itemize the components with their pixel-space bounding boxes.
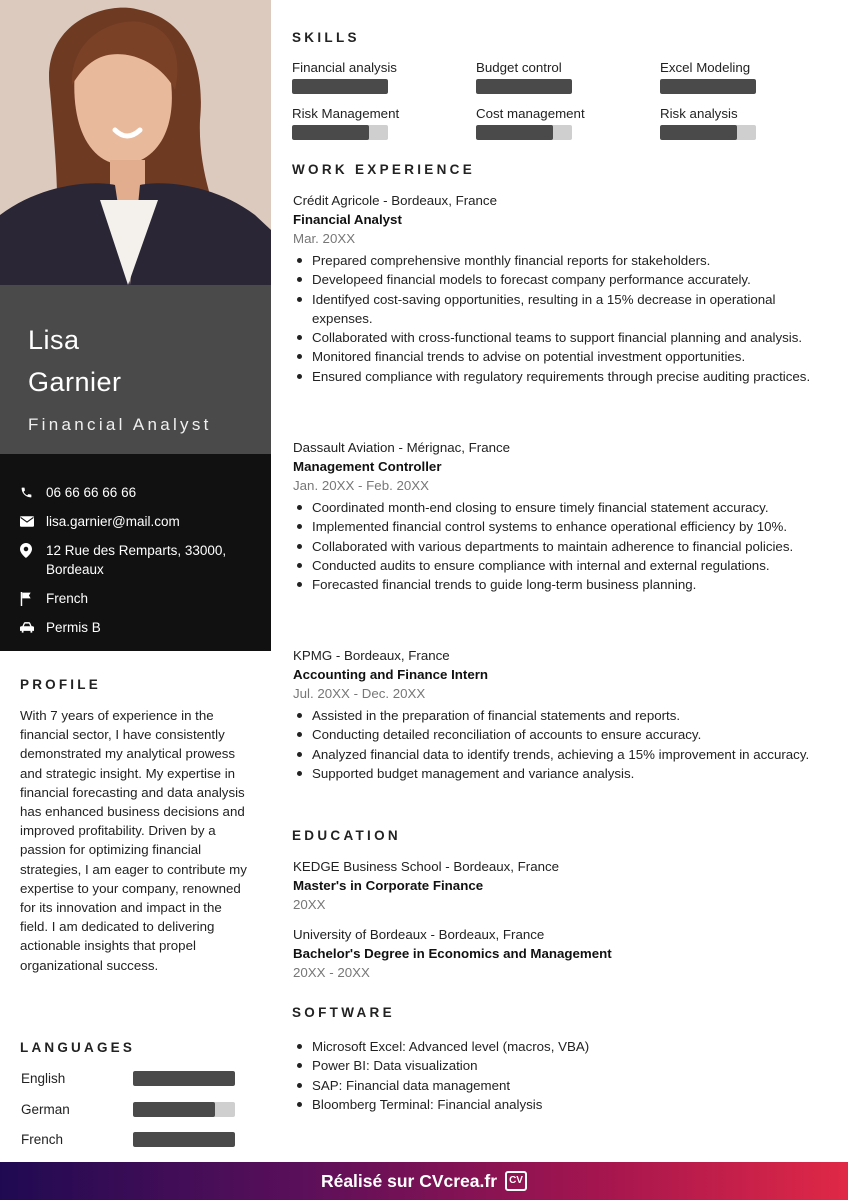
skill-item	[660, 60, 810, 94]
experience-role: Management Controller	[293, 459, 442, 474]
skill-level-bar	[476, 125, 572, 140]
bullet-item: Forecasted financial trends to guide long-term business planning.	[293, 575, 823, 594]
bullet-item: Coordinated month-end closing to ensure timely financial statement accuracy.	[293, 498, 823, 517]
level-fill	[292, 125, 369, 140]
experience-heading: WORK EXPERIENCE	[292, 162, 476, 177]
bullet-item: Assisted in the preparation of financial statements and reports.	[293, 706, 823, 725]
job-title: Financial Analyst	[28, 415, 212, 434]
education-heading: EDUCATION	[292, 828, 401, 843]
experience-date: Mar. 20XX	[293, 231, 356, 246]
education-school: University of Bordeaux - Bordeaux, France	[293, 927, 545, 942]
experience-role: Accounting and Finance Intern	[293, 667, 489, 682]
level-fill	[133, 1102, 215, 1117]
skill-item	[292, 106, 442, 140]
profile-heading: PROFILE	[20, 677, 101, 692]
bullet-item: SAP: Financial data management	[293, 1076, 823, 1095]
education-degree: Bachelor's Degree in Economics and Management	[293, 946, 612, 961]
profile-text: With 7 years of experience in the financial sector, I have consistently demonstrated my analytical prowess and strategic insight. My expertise in financial forecasting and data analysis has enhanced business decisions and improved profitability. Driven by a passion for optimizing financial strategies, I am eager to contribute my expertise to your company, renowned for its innovation and impact in the field. I am dedicated to delivering actionable insights that propel organizational success.	[20, 708, 247, 973]
profile-photo	[0, 0, 271, 285]
software-list	[293, 1034, 823, 1114]
software-heading: SOFTWARE	[292, 1005, 395, 1020]
bullet-item: Conducting detailed reconciliation of accounts to ensure accuracy.	[293, 725, 823, 744]
language-name: French	[21, 1131, 64, 1147]
footer-banner[interactable]	[0, 1162, 848, 1200]
contact-nationality	[20, 589, 271, 608]
skill-level-bar	[660, 125, 756, 140]
skill-item	[292, 60, 442, 94]
experience-company: KPMG - Bordeaux, France	[293, 648, 450, 663]
contact-address	[20, 541, 271, 579]
language-level-bar	[133, 1071, 235, 1086]
level-fill	[476, 79, 572, 94]
bullet-item: Conducted audits to ensure compliance with internal and external regulations.	[293, 556, 823, 575]
education-school: KEDGE Business School - Bordeaux, France	[293, 859, 560, 874]
name-block	[0, 285, 271, 454]
contact-address-text: 12 Rue des Remparts, 33000, Bordeaux	[46, 543, 227, 577]
skill-level-bar	[660, 79, 756, 94]
bullet-item: Bloomberg Terminal: Financial analysis	[293, 1095, 823, 1114]
first-name: Lisa	[28, 325, 80, 355]
level-fill	[133, 1132, 235, 1147]
bullet-item: Monitored financial trends to advise on potential investment opportunities.	[293, 347, 823, 366]
experience-date: Jan. 20XX - Feb. 20XX	[293, 478, 430, 493]
level-fill	[292, 79, 388, 94]
skill-name: Cost management	[476, 106, 585, 121]
skill-item	[660, 106, 810, 140]
footer-text: Réalisé sur CVcrea.fr	[320, 1170, 498, 1191]
experience-date: Jul. 20XX - Dec. 20XX	[293, 686, 426, 701]
skills-heading: SKILLS	[292, 30, 360, 45]
bullet-item: Implemented financial control systems to enhance operational efficiency by 10%.	[293, 517, 823, 536]
contact-email-text: lisa.garnier@mail.com	[46, 514, 180, 529]
language-item	[21, 1130, 236, 1148]
bullet-item: Analyzed financial data to identify trends, achieving a 15% improvement in accuracy.	[293, 745, 823, 764]
bullet-item: Supported budget management and variance analysis.	[293, 764, 823, 783]
experience-company: Crédit Agricole - Bordeaux, France	[293, 193, 497, 208]
contact-email[interactable]	[20, 512, 271, 531]
experience-bullets	[293, 498, 823, 594]
experience-bullets	[293, 251, 823, 386]
contact-phone-text: 06 66 66 66 66	[46, 485, 137, 500]
level-fill	[476, 125, 553, 140]
phone-icon	[20, 483, 46, 502]
skill-name: Financial analysis	[292, 60, 397, 75]
sidebar	[0, 0, 271, 1162]
bullet-item: Ensured compliance with regulatory requirements through precise auditing practices.	[293, 367, 823, 386]
skill-level-bar	[476, 79, 572, 94]
experience-company: Dassault Aviation - Mérignac, France	[293, 440, 511, 455]
car-icon	[20, 618, 46, 637]
contact-block	[0, 454, 271, 651]
education-date: 20XX - 20XX	[293, 965, 370, 980]
language-name: German	[21, 1101, 70, 1117]
bullet-item: Collaborated with various departments to maintain adherence to financial policies.	[293, 537, 823, 556]
language-level-bar	[133, 1132, 235, 1147]
skill-level-bar	[292, 79, 388, 94]
language-name: English	[21, 1070, 66, 1086]
skill-item	[476, 60, 626, 94]
flag-icon	[20, 589, 46, 608]
skill-name: Risk Management	[292, 106, 400, 121]
bullet-item: Collaborated with cross-functional teams to support financial planning and analysis.	[293, 328, 823, 347]
experience-role: Financial Analyst	[293, 212, 402, 227]
level-fill	[133, 1071, 235, 1086]
education-entry	[293, 925, 823, 982]
skill-name: Risk analysis	[660, 106, 738, 121]
education-entry	[293, 857, 823, 914]
skill-level-bar	[292, 125, 388, 140]
skill-item	[476, 106, 626, 140]
skill-name: Budget control	[476, 60, 562, 75]
experience-bullets	[293, 706, 823, 783]
experience-entry	[293, 646, 823, 783]
experience-entry	[293, 191, 823, 386]
language-item	[21, 1069, 236, 1087]
education-date: 20XX	[293, 897, 326, 912]
software-bullets	[293, 1037, 823, 1114]
experience-entry	[293, 438, 823, 594]
last-name: Garnier	[28, 367, 122, 397]
level-fill	[660, 79, 756, 94]
education-degree: Master's in Corporate Finance	[293, 878, 484, 893]
bullet-item: Identifyed cost-saving opportunities, resulting in a 15% decrease in operational expenses.	[293, 290, 823, 329]
bullet-item: Microsoft Excel: Advanced level (macros, VBA)	[293, 1037, 823, 1056]
skill-name: Excel Modeling	[660, 60, 751, 75]
contact-nationality-text: French	[46, 591, 89, 606]
mail-icon	[20, 512, 46, 531]
bullet-item: Power BI: Data visualization	[293, 1056, 823, 1075]
language-level-bar	[133, 1102, 235, 1117]
languages-heading: LANGUAGES	[20, 1040, 136, 1055]
cvcrea-logo-icon: CV	[505, 1171, 527, 1191]
bullet-item: Developeed financial models to forecast company performance accurately.	[293, 270, 823, 289]
level-fill	[660, 125, 737, 140]
location-pin-icon	[20, 541, 46, 560]
language-item	[21, 1100, 236, 1118]
contact-license-text: Permis B	[46, 620, 101, 635]
contact-license	[20, 618, 271, 637]
contact-phone[interactable]	[20, 483, 271, 502]
bullet-item: Prepared comprehensive monthly financial reports for stakeholders.	[293, 251, 823, 270]
